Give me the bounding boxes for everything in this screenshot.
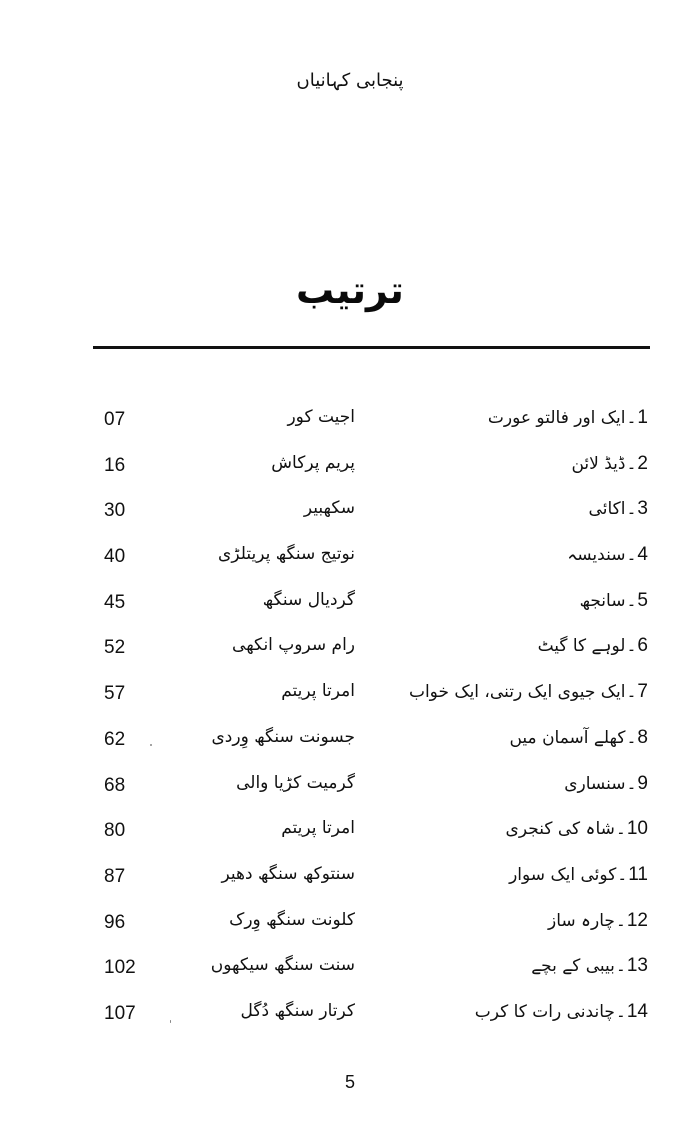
toc-story-title [409,681,648,703]
toc-entry [0,498,700,544]
toc-story-title [580,590,648,612]
toc-separator: ۔ [617,864,628,885]
toc-entry [0,727,700,773]
toc-story-title [564,773,648,795]
toc-story-title-text: چاندنی رات کا کرب [474,1001,615,1022]
toc-entry [0,590,700,636]
toc-story-title [475,1001,648,1023]
toc-story-title-text: ایک جیوی ایک رتنی، ایک خواب [408,682,626,703]
running-header: پنجابی کہانیاں [296,70,404,91]
toc-author: سنتوکھ سنگھ دھیر [221,863,355,884]
toc-page-number: 62 [104,728,126,750]
toc-author: جسونت سنگھ وِردی [211,726,355,747]
toc-entry [0,544,700,590]
table-of-contents [0,407,700,1047]
toc-page-number: 68 [104,774,126,796]
toc-entry [0,910,700,956]
toc-story-title-text: سنساری [564,773,626,794]
toc-entry [0,773,700,819]
toc-page-number: 52 [104,637,126,659]
toc-entry [0,1001,700,1047]
toc-author: گرمیت کڑیا والی [236,772,355,793]
toc-story-number: 8 [637,726,648,748]
toc-story-title-text: ایک اور فالتو عورت [487,408,626,428]
toc-story-title [589,498,648,520]
toc-author: امرتا پریتم [281,818,355,839]
toc-story-number: 13 [626,955,648,977]
toc-story-title [571,453,648,475]
toc-author: کرتار سنگھ دُگل [240,1000,355,1021]
toc-separator: ۔ [615,819,626,840]
toc-author: رام سروپ انکھی [232,635,355,656]
toc-page-number: 96 [104,911,126,933]
toc-author: کلونت سنگھ وِرک [229,909,355,930]
toc-page-number: 80 [104,820,126,842]
toc-separator: ۔ [626,453,637,474]
toc-story-number: 3 [637,498,648,520]
toc-author: پریم پرکاش [271,452,355,473]
toc-story-title [531,955,648,977]
toc-story-title-text: کھلے آسمان میں [509,727,626,748]
toc-page-number: 107 [104,1002,136,1024]
toc-entry [0,818,700,864]
toc-entry [0,864,700,910]
toc-story-title-text: لوہے کا گیٹ [537,636,626,657]
toc-author: اجیت کور [287,407,355,427]
toc-story-number: 14 [626,1000,648,1022]
toc-entry [0,453,700,499]
toc-entry [0,681,700,727]
toc-story-title-text: شاہ کی کنجری [505,819,615,840]
toc-story-title-text: کوئی ایک سوار [509,864,617,885]
toc-story-number: 11 [628,863,648,885]
toc-story-number: 5 [637,589,648,611]
toc-page-number: 102 [104,957,136,979]
toc-entry [0,955,700,1001]
toc-separator: ۔ [626,545,637,566]
toc-page-number: 40 [104,546,126,568]
toc-story-title-text: چارہ ساز [547,910,615,931]
toc-story-number: 6 [637,635,648,657]
toc-story-number: 4 [637,544,648,566]
toc-story-title [488,407,648,429]
toc-story-title-text: بیبی کے بچے [531,956,615,977]
toc-page-number: 07 [104,409,126,430]
toc-story-number: 10 [626,818,648,840]
toc-page-number: 30 [104,500,126,522]
toc-separator: ۔ [615,1001,626,1022]
toc-author: سنت سنگھ سیکھوں [210,955,355,976]
toc-separator: ۔ [626,636,637,657]
toc-story-title [567,544,648,566]
title-divider [93,346,650,349]
toc-story-number: 1 [637,407,648,428]
toc-entry [0,407,700,453]
toc-separator: ۔ [626,499,637,520]
toc-page-number: 45 [104,591,126,613]
page-title: ترتیب [296,268,404,312]
toc-separator: ۔ [626,682,637,703]
toc-story-number: 2 [637,452,648,474]
scan-speck [170,1020,171,1023]
toc-story-number: 9 [637,772,648,794]
toc-story-number: 12 [626,909,648,931]
toc-separator: ۔ [615,910,626,931]
toc-entry [0,635,700,681]
toc-separator: ۔ [626,590,637,611]
toc-story-title-text: ڈیڈ لائن [571,453,626,474]
toc-story-title [538,635,648,657]
toc-separator: ۔ [626,408,637,428]
toc-story-title [509,864,648,886]
toc-story-number: 7 [637,681,648,703]
toc-story-title [509,727,648,749]
toc-author: گردیال سنگھ [262,589,355,610]
scan-speck [150,744,152,746]
toc-separator: ۔ [626,773,637,794]
toc-page-number: 16 [104,454,126,476]
page-number: 5 [344,1072,355,1092]
toc-story-title-text: سانجھ [579,590,626,611]
toc-page-number: 57 [104,683,126,705]
toc-author: نوتیج سنگھ پریتلڑی [218,544,355,565]
toc-page-number: 87 [104,865,126,887]
toc-story-title [506,818,648,840]
toc-story-title-text: سندیسہ [567,545,626,566]
toc-author: امرتا پریتم [281,681,355,702]
toc-story-title [548,910,648,932]
toc-separator: ۔ [615,956,626,977]
toc-story-title-text: اکائی [588,499,626,520]
toc-author: سکھبیر [303,498,355,519]
toc-separator: ۔ [626,727,637,748]
